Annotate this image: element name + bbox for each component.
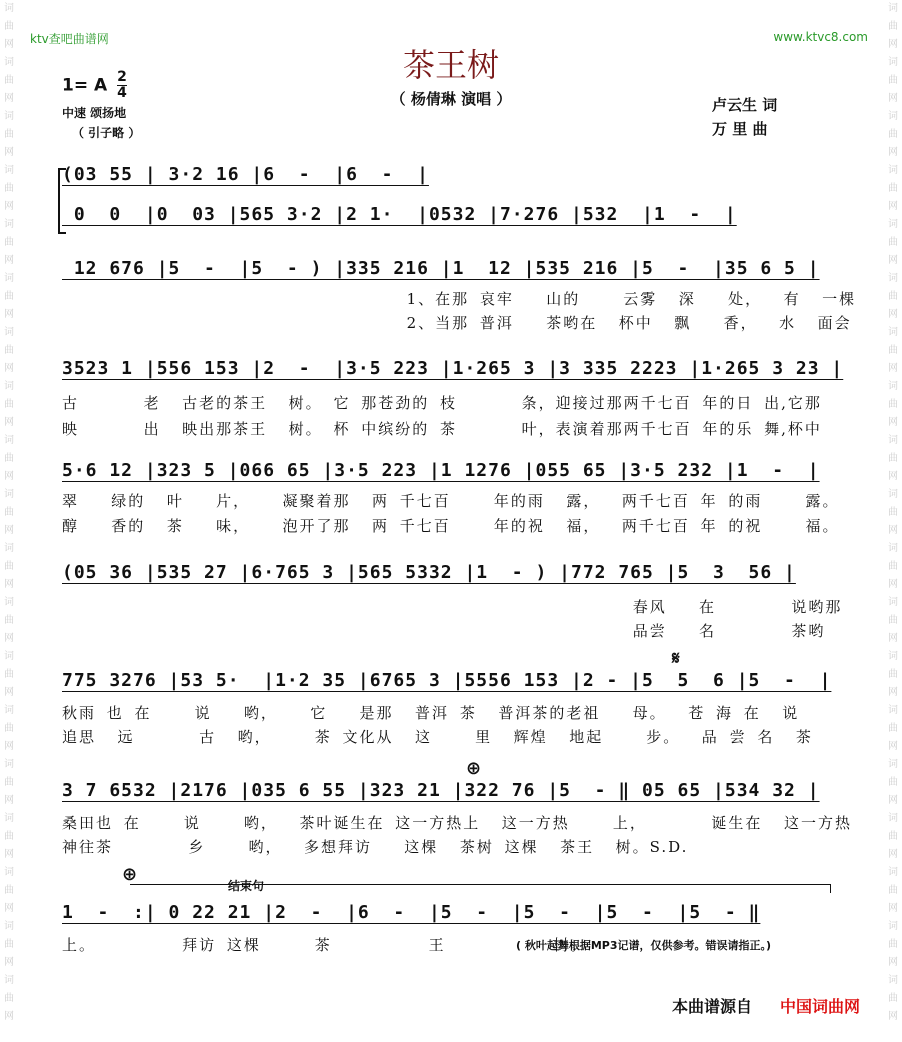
lyric-line-7-verse-2: 追思 远 古 哟， 茶 文化从 这 里 辉煌 地起 步。 品 尝 名 茶	[62, 728, 813, 746]
lyric-line-6-verse-2: 品尝 名 茶哟	[62, 622, 826, 640]
side-watermark-left: 词曲网词曲网词曲网词曲网词曲网词曲网词曲网词曲网词曲网词曲网词曲网词曲网词曲网词曲网词曲网词曲网词曲网词曲网词曲网	[4, 3, 14, 1022]
lyric-line-6-verse-1: 春风 在 说哟那	[62, 598, 843, 616]
segno-sign: 𝄋	[672, 648, 680, 669]
side-watermark-right: 词曲网词曲网词曲网词曲网词曲网词曲网词曲网词曲网词曲网词曲网词曲网词曲网词曲网词曲网词曲网词曲网词曲网词曲网词曲网	[888, 3, 898, 1022]
footer-site-link[interactable]: 中国词曲网	[780, 997, 861, 1016]
lyric-line-5-verse-1: 翠 绿的 叶 片， 凝聚着那 两 千七百 年的雨 露， 两千七百 年 的雨 露。	[62, 492, 840, 510]
lyric-line-4-verse-2: 映 出 映出那茶王 树。 杯 中缤纷的 茶 叶，表演着那两千七百 年的乐 舞,杯中	[62, 420, 822, 438]
score-line-5: 5·6 12 |323 5 |066 65 |3·5 223 |1 1276 |055 65 |3·5 232 |1 - |	[62, 460, 820, 481]
score-line-7: 775 3276 |53 5· |1·2 35 |6765 3 |5556 153 |2 - |5 5 6 |5 - |	[62, 670, 832, 691]
lyricist-credit: 卢云生 词	[712, 96, 778, 114]
score-line-4: 3523 1 |556 153 |2 - |3·5 223 |1·265 3 |3 335 2223 |1·265 3 23 |	[62, 358, 844, 379]
transcription-note: ( 秋叶起舞根据MP3记谱，仅供参考。错误请指正。)	[516, 939, 772, 952]
lyric-line-3-verse-1: 1、在那 哀牢 山的 云雾 深 处， 有 一棵	[62, 290, 857, 308]
score-line-8: 3 7 6532 |2176 |035 6 55 |323 21 |322 76 |5 - ‖ 05 65 |534 32 |	[62, 780, 820, 801]
coda-sign-ending: ⊕	[122, 864, 138, 885]
tempo-marking: 中速 颂扬地	[62, 106, 127, 120]
lyric-line-4-verse-1: 古 老 古老的茶王 树。 它 那苍劲的 枝 条，迎接过那两千七百 年的日 出,它那	[62, 394, 822, 412]
lyric-line-5-verse-2: 醇 香的 茶 味， 泡开了那 两 千七百 年的祝 福， 两千七百 年 的祝 福。	[62, 517, 840, 535]
composer-credit: 万 里 曲	[712, 120, 768, 138]
footer-source-label: 本曲谱源自	[672, 997, 753, 1016]
score-line-3: 12 676 |5 - |5 - ) |335 216 |1 12 |535 216 |5 - |35 6 5 |	[62, 258, 820, 279]
coda-sign: ⊕	[466, 758, 482, 779]
score-line-6: (05 36 |535 27 |6·765 3 |565 5332 |1 - ) |772 765 |5 3 56 |	[62, 562, 796, 583]
lyric-line-3-verse-2: 2、当那 普洱 茶哟在 杯中 飘 香， 水 面会	[62, 314, 852, 332]
time-signature	[117, 70, 127, 101]
singer-line: （ 杨倩琳 演唱 ）	[390, 90, 512, 108]
ending-label: 结束句	[228, 879, 265, 893]
time-sig-bottom: 4	[117, 85, 127, 101]
lyric-line-9: 上。 拜访 这棵 茶 王 树。	[62, 936, 588, 954]
time-sig-top: 2	[117, 69, 127, 85]
score-line-1: (03 55 | 3·2 16 |6 - |6 - |	[62, 164, 429, 185]
key-signature	[62, 70, 127, 101]
score-line-2: 0 0 |0 03 |565 3·2 |2 1· |0532 |7·276 |532 |1 - |	[62, 204, 737, 225]
key-text: 1= A	[62, 75, 108, 96]
intro-note: （ 引子略 ）	[72, 126, 141, 140]
lyric-line-8-verse-2: 神往茶 乡 哟， 多想拜访 这棵 茶树 这棵 茶王 树。S.D.	[62, 838, 689, 856]
site-url-right[interactable]: www.ktvc8.com	[773, 30, 868, 44]
lyric-line-8-verse-1: 桑田也 在 说 哟， 茶叶诞生在 这一方热上 这一方热 上， 诞生在 这一方热	[62, 814, 852, 832]
site-name-left[interactable]: ktv查吧曲谱网	[30, 32, 109, 46]
song-title: 茶王树	[402, 46, 499, 84]
score-line-9: 1 - :| 0 22 21 |2 - |6 - |5 - |5 - |5 - |5 - ‖	[62, 902, 761, 923]
lyric-line-7-verse-1: 秋雨 也 在 说 哟， 它 是那 普洱 茶 普洱茶的老祖 母。 苍 海 在 说	[62, 704, 800, 722]
